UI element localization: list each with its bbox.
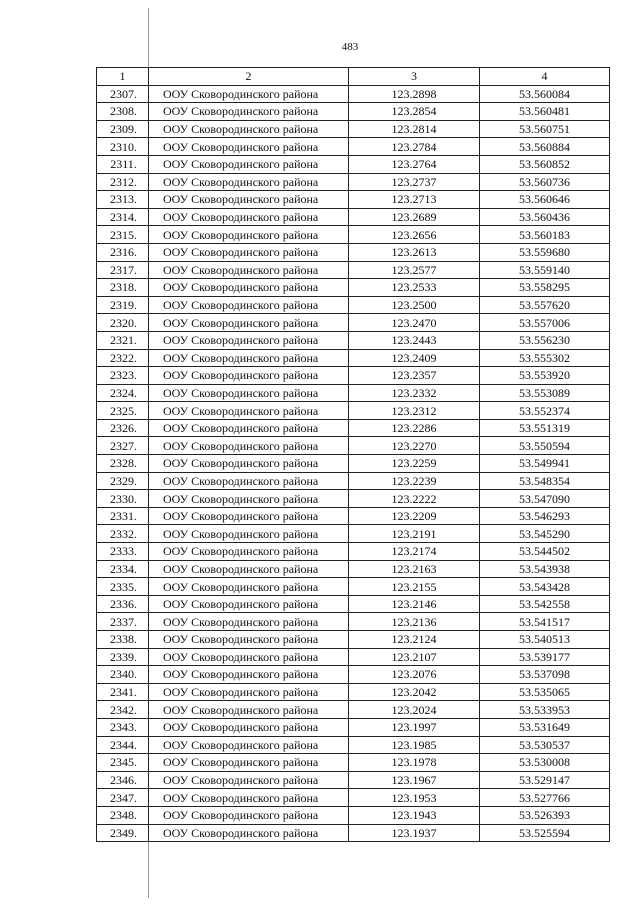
row-number: 2309.	[97, 120, 149, 138]
latitude-value: 53.542558	[480, 595, 610, 613]
latitude-value: 53.558295	[480, 279, 610, 297]
longitude-value: 123.2136	[349, 613, 480, 631]
object-name: ООУ Сковородинского района	[149, 525, 349, 543]
table-row	[97, 261, 610, 279]
latitude-value: 53.560646	[480, 191, 610, 209]
row-number: 2318.	[97, 279, 149, 297]
longitude-value: 123.2898	[349, 85, 480, 103]
table-row	[97, 367, 610, 385]
object-name: ООУ Сковородинского района	[149, 367, 349, 385]
object-name: ООУ Сковородинского района	[149, 349, 349, 367]
table-row	[97, 736, 610, 754]
column-header-1: 1	[97, 68, 149, 86]
row-number: 2346.	[97, 771, 149, 789]
table-row	[97, 120, 610, 138]
latitude-value: 53.553920	[480, 367, 610, 385]
row-number: 2345.	[97, 754, 149, 772]
latitude-value: 53.546293	[480, 507, 610, 525]
latitude-value: 53.560751	[480, 120, 610, 138]
longitude-value: 123.2737	[349, 173, 480, 191]
table-row	[97, 314, 610, 332]
object-name: ООУ Сковородинского района	[149, 806, 349, 824]
object-name: ООУ Сковородинского района	[149, 261, 349, 279]
table-row	[97, 631, 610, 649]
table-row	[97, 525, 610, 543]
row-number: 2334.	[97, 560, 149, 578]
object-name: ООУ Сковородинского района	[149, 490, 349, 508]
row-number: 2320.	[97, 314, 149, 332]
object-name: ООУ Сковородинского района	[149, 296, 349, 314]
object-name: ООУ Сковородинского района	[149, 331, 349, 349]
object-name: ООУ Сковородинского района	[149, 543, 349, 561]
table-row	[97, 455, 610, 473]
latitude-value: 53.545290	[480, 525, 610, 543]
object-name: ООУ Сковородинского района	[149, 824, 349, 842]
object-name: ООУ Сковородинского района	[149, 613, 349, 631]
object-name: ООУ Сковородинского района	[149, 226, 349, 244]
longitude-value: 123.2222	[349, 490, 480, 508]
object-name: ООУ Сковородинского района	[149, 578, 349, 596]
row-number: 2327.	[97, 437, 149, 455]
longitude-value: 123.2784	[349, 138, 480, 156]
row-number: 2312.	[97, 173, 149, 191]
latitude-value: 53.544502	[480, 543, 610, 561]
row-number: 2336.	[97, 595, 149, 613]
latitude-value: 53.530537	[480, 736, 610, 754]
longitude-value: 123.2357	[349, 367, 480, 385]
table-row	[97, 543, 610, 561]
object-name: ООУ Сковородинского района	[149, 402, 349, 420]
row-number: 2332.	[97, 525, 149, 543]
row-number: 2317.	[97, 261, 149, 279]
row-number: 2315.	[97, 226, 149, 244]
column-header-2: 2	[149, 68, 349, 86]
longitude-value: 123.2286	[349, 419, 480, 437]
latitude-value: 53.560852	[480, 155, 610, 173]
row-number: 2308.	[97, 103, 149, 121]
longitude-value: 123.1997	[349, 718, 480, 736]
longitude-value: 123.2814	[349, 120, 480, 138]
latitude-value: 53.549941	[480, 455, 610, 473]
object-name: ООУ Сковородинского района	[149, 701, 349, 719]
table-row	[97, 349, 610, 367]
latitude-value: 53.550594	[480, 437, 610, 455]
longitude-value: 123.2174	[349, 543, 480, 561]
table-header-row	[97, 68, 610, 86]
table-row	[97, 613, 610, 631]
longitude-value: 123.1967	[349, 771, 480, 789]
longitude-value: 123.2163	[349, 560, 480, 578]
object-name: ООУ Сковородинского района	[149, 191, 349, 209]
longitude-value: 123.1937	[349, 824, 480, 842]
longitude-value: 123.2124	[349, 631, 480, 649]
longitude-value: 123.2209	[349, 507, 480, 525]
longitude-value: 123.2259	[349, 455, 480, 473]
coordinates-table	[96, 67, 610, 842]
row-number: 2314.	[97, 208, 149, 226]
latitude-value: 53.531649	[480, 718, 610, 736]
table-row	[97, 437, 610, 455]
table-row	[97, 701, 610, 719]
row-number: 2347.	[97, 789, 149, 807]
row-number: 2337.	[97, 613, 149, 631]
row-number: 2338.	[97, 631, 149, 649]
longitude-value: 123.2577	[349, 261, 480, 279]
table-row	[97, 472, 610, 490]
row-number: 2319.	[97, 296, 149, 314]
longitude-value: 123.1985	[349, 736, 480, 754]
longitude-value: 123.2107	[349, 648, 480, 666]
latitude-value: 53.540513	[480, 631, 610, 649]
longitude-value: 123.2764	[349, 155, 480, 173]
row-number: 2326.	[97, 419, 149, 437]
latitude-value: 53.529147	[480, 771, 610, 789]
table-row	[97, 560, 610, 578]
row-number: 2328.	[97, 455, 149, 473]
object-name: ООУ Сковородинского района	[149, 666, 349, 684]
latitude-value: 53.535065	[480, 683, 610, 701]
row-number: 2325.	[97, 402, 149, 420]
object-name: ООУ Сковородинского района	[149, 419, 349, 437]
row-number: 2310.	[97, 138, 149, 156]
longitude-value: 123.2024	[349, 701, 480, 719]
object-name: ООУ Сковородинского района	[149, 595, 349, 613]
latitude-value: 53.555302	[480, 349, 610, 367]
longitude-value: 123.2613	[349, 243, 480, 261]
row-number: 2340.	[97, 666, 149, 684]
object-name: ООУ Сковородинского района	[149, 120, 349, 138]
longitude-value: 123.2332	[349, 384, 480, 402]
row-number: 2335.	[97, 578, 149, 596]
longitude-value: 123.2854	[349, 103, 480, 121]
table-row	[97, 718, 610, 736]
longitude-value: 123.2500	[349, 296, 480, 314]
table-body	[97, 85, 610, 842]
object-name: ООУ Сковородинского района	[149, 279, 349, 297]
table-row	[97, 824, 610, 842]
object-name: ООУ Сковородинского района	[149, 384, 349, 402]
row-number: 2311.	[97, 155, 149, 173]
object-name: ООУ Сковородинского района	[149, 736, 349, 754]
object-name: ООУ Сковородинского района	[149, 208, 349, 226]
object-name: ООУ Сковородинского района	[149, 314, 349, 332]
longitude-value: 123.2239	[349, 472, 480, 490]
latitude-value: 53.552374	[480, 402, 610, 420]
latitude-value: 53.548354	[480, 472, 610, 490]
latitude-value: 53.525594	[480, 824, 610, 842]
latitude-value: 53.539177	[480, 648, 610, 666]
latitude-value: 53.527766	[480, 789, 610, 807]
longitude-value: 123.2689	[349, 208, 480, 226]
latitude-value: 53.556230	[480, 331, 610, 349]
object-name: ООУ Сковородинского района	[149, 472, 349, 490]
longitude-value: 123.1943	[349, 806, 480, 824]
longitude-value: 123.2270	[349, 437, 480, 455]
column-header-3: 3	[349, 68, 480, 86]
object-name: ООУ Сковородинского района	[149, 138, 349, 156]
object-name: ООУ Сковородинского района	[149, 85, 349, 103]
table-row	[97, 806, 610, 824]
object-name: ООУ Сковородинского района	[149, 173, 349, 191]
latitude-value: 53.551319	[480, 419, 610, 437]
latitude-value: 53.557620	[480, 296, 610, 314]
latitude-value: 53.559680	[480, 243, 610, 261]
latitude-value: 53.543938	[480, 560, 610, 578]
table-row	[97, 279, 610, 297]
object-name: ООУ Сковородинского района	[149, 718, 349, 736]
table-row	[97, 243, 610, 261]
object-name: ООУ Сковородинского района	[149, 560, 349, 578]
object-name: ООУ Сковородинского района	[149, 243, 349, 261]
table-row	[97, 490, 610, 508]
longitude-value: 123.2146	[349, 595, 480, 613]
table-row	[97, 226, 610, 244]
object-name: ООУ Сковородинского района	[149, 648, 349, 666]
longitude-value: 123.2155	[349, 578, 480, 596]
row-number: 2329.	[97, 472, 149, 490]
object-name: ООУ Сковородинского района	[149, 103, 349, 121]
page-number: 483	[341, 41, 359, 53]
table-row	[97, 595, 610, 613]
latitude-value: 53.557006	[480, 314, 610, 332]
object-name: ООУ Сковородинского района	[149, 437, 349, 455]
row-number: 2349.	[97, 824, 149, 842]
row-number: 2343.	[97, 718, 149, 736]
object-name: ООУ Сковородинского района	[149, 771, 349, 789]
row-number: 2344.	[97, 736, 149, 754]
longitude-value: 123.2076	[349, 666, 480, 684]
object-name: ООУ Сковородинского района	[149, 155, 349, 173]
row-number: 2342.	[97, 701, 149, 719]
longitude-value: 123.2191	[349, 525, 480, 543]
latitude-value: 53.560183	[480, 226, 610, 244]
object-name: ООУ Сковородинского района	[149, 507, 349, 525]
longitude-value: 123.2533	[349, 279, 480, 297]
row-number: 2323.	[97, 367, 149, 385]
longitude-value: 123.2409	[349, 349, 480, 367]
latitude-value: 53.553089	[480, 384, 610, 402]
row-number: 2321.	[97, 331, 149, 349]
object-name: ООУ Сковородинского района	[149, 455, 349, 473]
table-row	[97, 683, 610, 701]
table-row	[97, 384, 610, 402]
latitude-value: 53.560481	[480, 103, 610, 121]
longitude-value: 123.2470	[349, 314, 480, 332]
table-row	[97, 666, 610, 684]
longitude-value: 123.2713	[349, 191, 480, 209]
table-row	[97, 103, 610, 121]
longitude-value: 123.2656	[349, 226, 480, 244]
table-row	[97, 138, 610, 156]
table-row	[97, 771, 610, 789]
table-row	[97, 191, 610, 209]
latitude-value: 53.533953	[480, 701, 610, 719]
table-row	[97, 578, 610, 596]
row-number: 2331.	[97, 507, 149, 525]
longitude-value: 123.2443	[349, 331, 480, 349]
column-header-4: 4	[480, 68, 610, 86]
longitude-value: 123.2312	[349, 402, 480, 420]
latitude-value: 53.547090	[480, 490, 610, 508]
row-number: 2348.	[97, 806, 149, 824]
table-row	[97, 754, 610, 772]
longitude-value: 123.2042	[349, 683, 480, 701]
row-number: 2333.	[97, 543, 149, 561]
latitude-value: 53.560736	[480, 173, 610, 191]
latitude-value: 53.560084	[480, 85, 610, 103]
row-number: 2339.	[97, 648, 149, 666]
table-row	[97, 789, 610, 807]
longitude-value: 123.1953	[349, 789, 480, 807]
object-name: ООУ Сковородинского района	[149, 754, 349, 772]
object-name: ООУ Сковородинского района	[149, 789, 349, 807]
object-name: ООУ Сковородинского района	[149, 683, 349, 701]
table-row	[97, 155, 610, 173]
latitude-value: 53.537098	[480, 666, 610, 684]
table-row	[97, 208, 610, 226]
latitude-value: 53.530008	[480, 754, 610, 772]
row-number: 2341.	[97, 683, 149, 701]
table-row	[97, 419, 610, 437]
row-number: 2307.	[97, 85, 149, 103]
latitude-value: 53.526393	[480, 806, 610, 824]
row-number: 2316.	[97, 243, 149, 261]
table-row	[97, 402, 610, 420]
latitude-value: 53.543428	[480, 578, 610, 596]
row-number: 2313.	[97, 191, 149, 209]
row-number: 2330.	[97, 490, 149, 508]
table-row	[97, 85, 610, 103]
longitude-value: 123.1978	[349, 754, 480, 772]
table-row	[97, 507, 610, 525]
latitude-value: 53.559140	[480, 261, 610, 279]
row-number: 2324.	[97, 384, 149, 402]
object-name: ООУ Сковородинского района	[149, 631, 349, 649]
table-row	[97, 296, 610, 314]
table-row	[97, 331, 610, 349]
latitude-value: 53.541517	[480, 613, 610, 631]
row-number: 2322.	[97, 349, 149, 367]
latitude-value: 53.560436	[480, 208, 610, 226]
latitude-value: 53.560884	[480, 138, 610, 156]
table-row	[97, 648, 610, 666]
table-row	[97, 173, 610, 191]
